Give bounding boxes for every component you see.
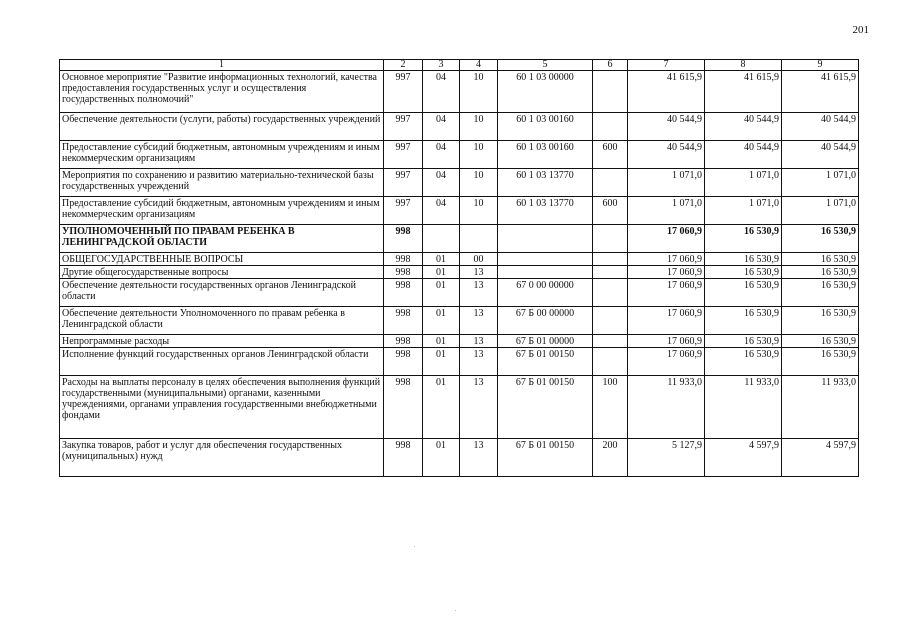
table-row (60, 279, 859, 307)
row-code-main: 998 (384, 266, 423, 279)
row-amount-7: 17 060,9 (628, 279, 705, 307)
row-code-type (593, 169, 628, 197)
row-code-subsection: 10 (460, 141, 498, 169)
row-code-target: 60 1 03 00160 (498, 113, 593, 141)
row-code-main: 998 (384, 225, 423, 253)
row-name: Обеспечение деятельности (услуги, работы) государственных учреждений (60, 113, 384, 141)
row-amount-8: 16 530,9 (705, 307, 782, 335)
header-cell: 6 (593, 60, 628, 71)
row-amount-8: 40 544,9 (705, 141, 782, 169)
row-code-main: 997 (384, 71, 423, 113)
row-code-type (593, 335, 628, 348)
row-amount-7: 11 933,0 (628, 376, 705, 439)
table-row (60, 253, 859, 266)
row-name: Расходы на выплаты персоналу в целях обеспечения выполнения функций государственными (муниципальными) органами, казенными учреждениями, органами управления государственными внебюджетными фондами (60, 376, 384, 439)
row-code-main: 998 (384, 439, 423, 477)
row-amount-9: 11 933,0 (782, 376, 859, 439)
row-amount-8: 11 933,0 (705, 376, 782, 439)
header-cell: 7 (628, 60, 705, 71)
row-amount-8: 16 530,9 (705, 335, 782, 348)
row-code-section: 01 (423, 307, 460, 335)
row-amount-7: 40 544,9 (628, 141, 705, 169)
row-code-type (593, 266, 628, 279)
row-code-type: 600 (593, 197, 628, 225)
row-code-section: 01 (423, 279, 460, 307)
row-name: Предоставление субсидий бюджетным, автономным учреждениям и иным некоммерческим организациям (60, 197, 384, 225)
row-code-main: 997 (384, 197, 423, 225)
table-row (60, 376, 859, 439)
row-code-subsection: 10 (460, 71, 498, 113)
row-code-subsection (460, 225, 498, 253)
row-code-type (593, 348, 628, 376)
row-amount-7: 17 060,9 (628, 225, 705, 253)
header-cell: 9 (782, 60, 859, 71)
row-amount-8: 1 071,0 (705, 197, 782, 225)
row-code-section: 04 (423, 197, 460, 225)
row-code-type: 600 (593, 141, 628, 169)
row-code-section: 04 (423, 71, 460, 113)
row-code-section: 04 (423, 113, 460, 141)
row-code-subsection: 13 (460, 439, 498, 477)
table-row (60, 307, 859, 335)
row-code-main: 997 (384, 169, 423, 197)
header-cell: 3 (423, 60, 460, 71)
table-row (60, 141, 859, 169)
row-amount-9: 16 530,9 (782, 266, 859, 279)
row-code-subsection: 10 (460, 169, 498, 197)
row-amount-8: 4 597,9 (705, 439, 782, 477)
row-code-section: 04 (423, 141, 460, 169)
row-name: Мероприятия по сохранению и развитию материально-технической базы государственных учреждений (60, 169, 384, 197)
row-name: Обеспечение деятельности Уполномоченного по правам ребенка в Ленинградской области (60, 307, 384, 335)
row-code-section: 01 (423, 376, 460, 439)
table-row (60, 348, 859, 376)
table-row (60, 169, 859, 197)
budget-table (59, 59, 859, 477)
row-code-target (498, 266, 593, 279)
row-code-subsection: 00 (460, 253, 498, 266)
row-amount-7: 17 060,9 (628, 266, 705, 279)
row-code-target: 60 1 03 13770 (498, 197, 593, 225)
row-code-section: 01 (423, 348, 460, 376)
row-amount-9: 41 615,9 (782, 71, 859, 113)
table-row (60, 439, 859, 477)
row-name: Другие общегосударственные вопросы (60, 266, 384, 279)
row-code-subsection: 13 (460, 348, 498, 376)
row-code-subsection: 13 (460, 307, 498, 335)
row-amount-9: 16 530,9 (782, 348, 859, 376)
row-name: Непрограммные расходы (60, 335, 384, 348)
row-amount-7: 5 127,9 (628, 439, 705, 477)
header-row (60, 60, 859, 71)
row-code-target (498, 253, 593, 266)
row-code-section: 04 (423, 169, 460, 197)
table-row (60, 197, 859, 225)
row-code-main: 998 (384, 253, 423, 266)
row-amount-9: 16 530,9 (782, 225, 859, 253)
row-code-type (593, 307, 628, 335)
row-code-main: 998 (384, 376, 423, 439)
row-code-subsection: 13 (460, 376, 498, 439)
row-code-type: 100 (593, 376, 628, 439)
row-code-target: 67 Б 01 00150 (498, 376, 593, 439)
row-amount-9: 40 544,9 (782, 113, 859, 141)
row-amount-9: 16 530,9 (782, 253, 859, 266)
row-amount-7: 40 544,9 (628, 113, 705, 141)
row-name: ОБЩЕГОСУДАРСТВЕННЫЕ ВОПРОСЫ (60, 253, 384, 266)
row-amount-8: 16 530,9 (705, 348, 782, 376)
header-cell: 4 (460, 60, 498, 71)
row-amount-8: 16 530,9 (705, 253, 782, 266)
scan-speck (455, 610, 456, 611)
row-code-main: 998 (384, 335, 423, 348)
row-code-main: 998 (384, 348, 423, 376)
row-code-section (423, 225, 460, 253)
row-code-main: 998 (384, 307, 423, 335)
row-code-type (593, 71, 628, 113)
row-code-target: 67 Б 01 00150 (498, 439, 593, 477)
row-code-type (593, 225, 628, 253)
row-amount-8: 16 530,9 (705, 266, 782, 279)
row-amount-7: 17 060,9 (628, 307, 705, 335)
row-name: Предоставление субсидий бюджетным, автономным учреждениям и иным некоммерческим организациям (60, 141, 384, 169)
row-code-target: 60 1 03 00160 (498, 141, 593, 169)
row-code-main: 997 (384, 141, 423, 169)
row-amount-7: 1 071,0 (628, 169, 705, 197)
row-code-subsection: 13 (460, 279, 498, 307)
row-name: Закупка товаров, работ и услуг для обеспечения государственных (муниципальных) нужд (60, 439, 384, 477)
header-cell: 1 (60, 60, 384, 71)
header-cell: 5 (498, 60, 593, 71)
row-amount-9: 4 597,9 (782, 439, 859, 477)
row-amount-9: 16 530,9 (782, 307, 859, 335)
table-row (60, 335, 859, 348)
row-code-subsection: 10 (460, 197, 498, 225)
row-amount-7: 1 071,0 (628, 197, 705, 225)
row-amount-9: 1 071,0 (782, 197, 859, 225)
row-code-target: 67 0 00 00000 (498, 279, 593, 307)
row-amount-8: 16 530,9 (705, 279, 782, 307)
table-row (60, 113, 859, 141)
row-name: Основное мероприятие "Развитие информационных технологий, качества предоставления государственных услуг и осуществления государственных полномочий" (60, 71, 384, 113)
row-code-type (593, 113, 628, 141)
row-amount-9: 1 071,0 (782, 169, 859, 197)
row-amount-7: 17 060,9 (628, 335, 705, 348)
row-name: УПОЛНОМОЧЕННЫЙ ПО ПРАВАМ РЕБЕНКА В ЛЕНИНГРАДСКОЙ ОБЛАСТИ (60, 225, 384, 253)
table-row (60, 225, 859, 253)
row-name: Исполнение функций государственных органов Ленинградской области (60, 348, 384, 376)
row-code-section: 01 (423, 335, 460, 348)
row-amount-7: 17 060,9 (628, 253, 705, 266)
row-code-main: 998 (384, 279, 423, 307)
row-code-target (498, 225, 593, 253)
row-name: Обеспечение деятельности государственных органов Ленинградской области (60, 279, 384, 307)
scan-speck (414, 546, 415, 547)
row-code-target: 60 1 03 00000 (498, 71, 593, 113)
row-amount-8: 1 071,0 (705, 169, 782, 197)
header-cell: 2 (384, 60, 423, 71)
row-code-section: 01 (423, 439, 460, 477)
row-amount-9: 16 530,9 (782, 335, 859, 348)
row-code-section: 01 (423, 253, 460, 266)
row-code-subsection: 10 (460, 113, 498, 141)
row-code-target: 67 Б 01 00150 (498, 348, 593, 376)
row-code-subsection: 13 (460, 266, 498, 279)
row-amount-8: 40 544,9 (705, 113, 782, 141)
row-code-main: 997 (384, 113, 423, 141)
row-amount-8: 16 530,9 (705, 225, 782, 253)
row-amount-9: 40 544,9 (782, 141, 859, 169)
row-code-target: 60 1 03 13770 (498, 169, 593, 197)
row-code-type (593, 279, 628, 307)
row-code-subsection: 13 (460, 335, 498, 348)
table-row (60, 71, 859, 113)
row-code-type (593, 253, 628, 266)
row-amount-9: 16 530,9 (782, 279, 859, 307)
row-code-section: 01 (423, 266, 460, 279)
row-amount-7: 17 060,9 (628, 348, 705, 376)
page-number: 201 (852, 24, 869, 36)
row-code-target: 67 Б 01 00000 (498, 335, 593, 348)
row-code-type: 200 (593, 439, 628, 477)
table-row (60, 266, 859, 279)
header-cell: 8 (705, 60, 782, 71)
row-amount-8: 41 615,9 (705, 71, 782, 113)
row-amount-7: 41 615,9 (628, 71, 705, 113)
row-code-target: 67 Б 00 00000 (498, 307, 593, 335)
